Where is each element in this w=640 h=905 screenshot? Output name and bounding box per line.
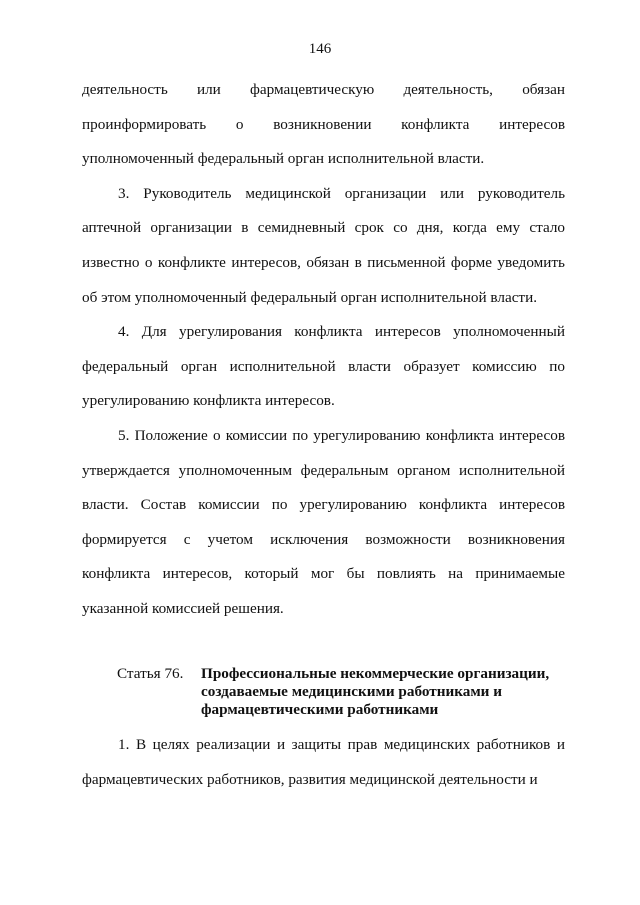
article-title-line: Профессиональные некоммерческие организации, bbox=[201, 665, 550, 682]
article-heading bbox=[117, 665, 577, 719]
article-paragraph-1: 1. В целях реализации и защиты прав медицинских работников и фармацевтических работников, развития медицинской деятельности и bbox=[82, 736, 565, 788]
article-title-line: фармацевтическими работниками bbox=[201, 701, 439, 718]
paragraph-item-4: 4. Для урегулирования конфликта интересов уполномоченный федеральный орган исполнительной власти образует комиссию по урегулированию конфликта интересов. bbox=[82, 323, 565, 410]
paragraph-item-3: 3. Руководитель медицинской организации или руководитель аптечной организации в семидневный срок со дня, когда ему стало известно о конфликте интересов, обязан в письменной форме уведомить об этом уполномоченный федеральный орган исполнительной власти. bbox=[82, 184, 565, 306]
article-body bbox=[82, 728, 565, 797]
body-text bbox=[82, 73, 565, 627]
article-title-line: создаваемые медицинскими работниками и bbox=[201, 683, 502, 700]
page-number: 146 bbox=[308, 41, 332, 57]
article-title bbox=[201, 665, 577, 719]
paragraph-continuation: деятельность или фармацевтическую деятельность, обязан проинформировать о возникновении конфликта интересов уполномоченный федеральный орган исполнительной власти. bbox=[82, 81, 565, 168]
paragraph-item-5: 5. Положение о комиссии по урегулированию конфликта интересов утверждается уполномоченным федеральным органом исполнительной власти. Состав комиссии по урегулированию конфликта интересов формируется с учетом исключения возможности возникновения конфликта интересов, который мог бы повлиять на принимаемые указанной комиссией решения. bbox=[82, 426, 565, 617]
article-label: Статья 76. bbox=[117, 665, 184, 682]
